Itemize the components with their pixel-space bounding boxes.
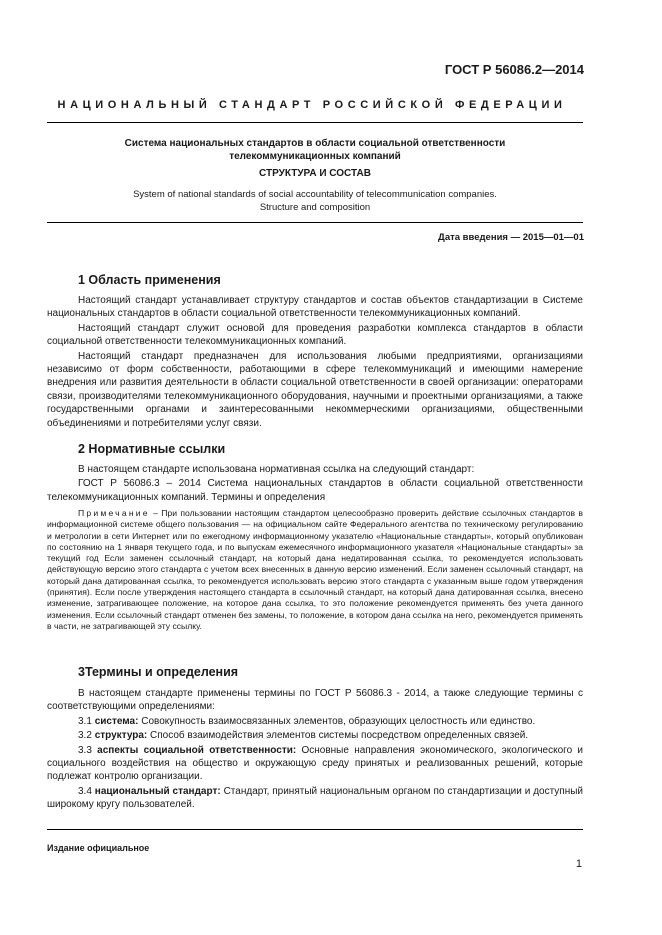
note-label: Примечание	[78, 508, 150, 518]
term-3-1: 3.1 система: Совокупность взаимосвязанных элементов, образующих целостность или единство.	[78, 715, 536, 727]
note-text: – При пользовании настоящим стандартом целесообразно проверить действие ссылочных стандартов в информационной системе общего пользования — на официальном сайте Федерального агентства по техническому регулированию и метрологии в сети Интернет или по ежегодному информационному указателю «Национальные стандарты», который опубликован по состоянию на 1 января текущего года, и по выпускам ежемесячного информационного указателя «Национальные стандарты» за текущий год Если заменен ссылочный стандарт, на который дана недатированная ссылка, то рекомендуется использовать действующую версию этого стандарта с учетом всех внесенных в данную версию изменений. Если заменен ссылочный стандарт, на который дана датированная ссылка, то рекомендуется использовать версию этого стандарта с указанным выше годом утверждения (принятия). Если после утверждения настоящего стандарта в ссылочный стандарт, на который дана датированная ссылка, внесено изменение, затрагивающее положение, на которое дана ссылка, то это положение рекомендуется применять без учета данного изменения. Если ссылочный стандарт отменен без замены, то положение, в котором дана ссылка на него, рекомендуется применять в части, не затрагивающей эту ссылку.	[47, 508, 583, 631]
section-1-paragraph-3: Настоящий стандарт предназначен для использования любыми предприятиями, организациями независимо от форм собственности, работающими в сфере телекоммуникаций и имеющими намерение внедрения или развития деятельности в области социальной ответственности в своей организации: операторами связи, производителями телекоммуникационного оборудования, научными и проектными организациями, а также государственными органами и заинтересованными некоммерческими организациями, общественными объединениями и потребителями услуг связи.	[47, 350, 583, 429]
section-1-body	[47, 294, 583, 430]
section-2-body	[47, 463, 583, 504]
document-title-en	[60, 188, 570, 214]
title-divider	[47, 222, 583, 223]
title-en-line1: System of national standards of social accountability of telecommunication companies.	[133, 189, 497, 200]
document-title-ru	[60, 137, 570, 163]
section-2-paragraph-1: В настоящем стандарте использована нормативная ссылка на следующий стандарт:	[78, 464, 475, 475]
section-1-heading: 1 Область применения	[78, 273, 221, 287]
document-subtitle-ru: СТРУКТУРА И СОСТАВ	[259, 168, 371, 179]
title-en-line2: Structure and composition	[259, 202, 371, 213]
national-standard-banner: НАЦИОНАЛЬНЫЙ СТАНДАРТ РОССИЙСКОЙ ФЕДЕРАЦИИ	[57, 99, 567, 111]
title-ru-line2: телекоммуникационных компаний	[229, 151, 401, 162]
document-number: ГОСТ Р 56086.2—2014	[444, 62, 584, 77]
term-3-1-label: система:	[94, 715, 139, 727]
page-number: 1	[575, 858, 582, 870]
term-3-4: 3.4 национальный стандарт: Стандарт, принятый национальным органом по стандартизации и доступный широкому кругу пользователей.	[47, 785, 584, 811]
section-1-paragraph-1: Настоящий стандарт устанавливает структуру стандартов и состав объектов стандартизации в Системе национальных стандартов в области социальной ответственности телекоммуникационных компаний.	[47, 295, 583, 320]
term-3-2: 3.2 структура: Способ взаимодействия элементов системы посредством определенных связей.	[78, 730, 529, 742]
edition-label: Издание официальное	[47, 843, 150, 853]
footer-divider	[47, 829, 583, 830]
section-2-heading: 2 Нормативные ссылки	[78, 442, 226, 456]
section-3-heading: 3Термины и определения	[78, 665, 239, 679]
header-divider	[47, 122, 583, 123]
term-3-3-label: аспекты социальной ответственности:	[97, 744, 297, 756]
section-2-reference: ГОСТ Р 56086.3 – 2014 Система национальных стандартов в области социальной ответственности телекоммуникационных компаний. Термины и определения	[47, 478, 583, 503]
term-3-4-label: национальный стандарт:	[94, 785, 221, 797]
introduction-date: Дата введения — 2015—01—01	[438, 232, 584, 243]
section-1-paragraph-2: Настоящий стандарт служит основой для проведения разработки комплекса стандартов в области социальной ответственности телекоммуникационных компаний.	[47, 322, 583, 348]
section-2-note	[47, 508, 583, 632]
term-3-3: 3.3 аспекты социальной ответственности: Основные направления экономического, экологического и социального воздействия на общество и окружающую среду принятых и реализованных решений, которые подлежат контролю организации.	[47, 744, 583, 783]
term-3-2-label: структура:	[94, 730, 148, 742]
title-ru-line1: Система национальных стандартов в области социальной ответственности	[124, 138, 506, 149]
section-3-paragraph-1: В настоящем стандарте применены термины по ГОСТ Р 56086.3 - 2014, а также следующие термины с соответствующими определениями:	[47, 688, 583, 713]
section-3-body	[47, 687, 583, 812]
